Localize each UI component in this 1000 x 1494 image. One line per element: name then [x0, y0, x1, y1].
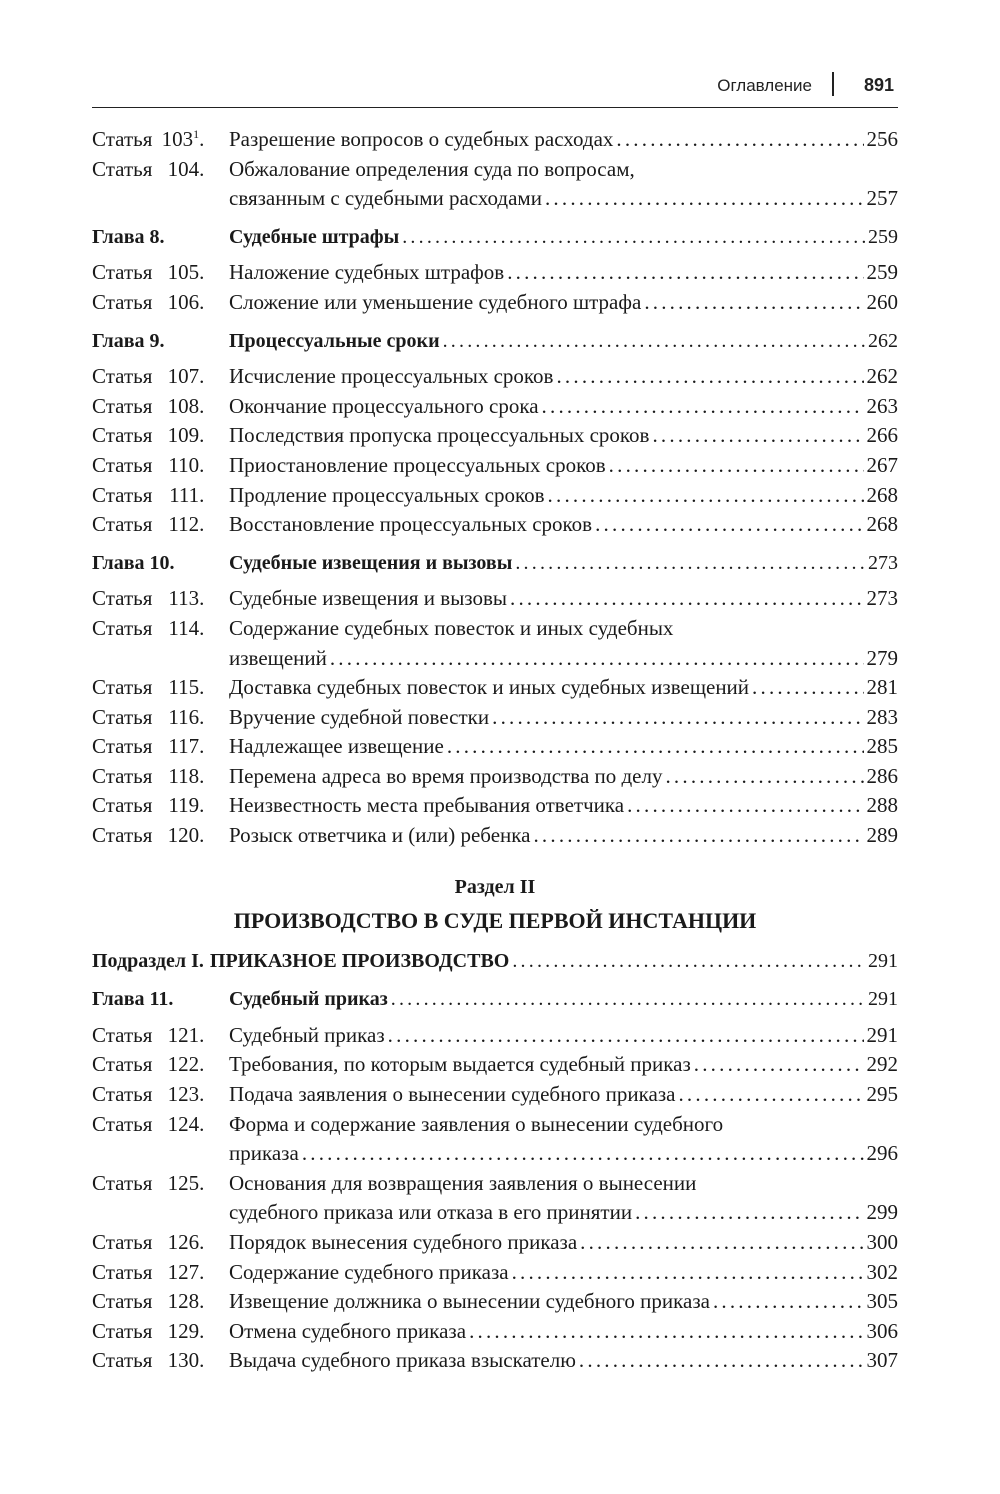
- entry-page: 256: [866, 127, 898, 151]
- entry-number: 104.: [167, 156, 205, 181]
- entry-label: Статья: [92, 482, 153, 507]
- entry-page: 306: [866, 1318, 898, 1343]
- entry-number: 125.: [167, 1170, 205, 1195]
- entry-title-cont: связанным с судебными расходами: [229, 186, 542, 211]
- entry-title: Надлежащее извещение: [229, 734, 444, 759]
- entry-title: Окончание процессуального срока: [229, 393, 539, 418]
- toc-entry: Статья $103^1$. Разрешение вопросов о судебных расходах ..... 256: [92, 125, 898, 155]
- entry-page: 305: [866, 1289, 898, 1314]
- entry-label: Статья: [92, 823, 153, 848]
- entry-label: Статья: [92, 289, 153, 314]
- toc-entry: [92, 614, 898, 673]
- entry-label: Статья: [92, 127, 153, 151]
- entry-page: 267: [866, 452, 898, 477]
- toc-entry: [92, 673, 898, 703]
- toc-entry: [92, 1258, 898, 1288]
- entry-number: 115.: [168, 675, 205, 700]
- running-header: [92, 72, 898, 102]
- entry-page: 263: [866, 393, 898, 418]
- entry-page: 307: [866, 1348, 898, 1373]
- entry-label: Статья: [92, 1082, 153, 1107]
- toc-entry: [92, 421, 898, 451]
- toc-entry: [92, 481, 898, 511]
- toc-entry: [92, 1050, 898, 1080]
- entry-number: 120.: [167, 823, 205, 848]
- entry-label: Статья: [92, 512, 153, 537]
- entry-title: Вручение судебной повестки: [229, 704, 490, 729]
- entry-title: Подача заявления о вынесении судебного приказа: [229, 1082, 676, 1107]
- toc-entry: [92, 1346, 898, 1376]
- chapter-title: Судебные штрафы: [229, 225, 400, 248]
- entry-label: Статья: [92, 423, 153, 448]
- subsection-heading: [92, 947, 898, 977]
- entry-title: Последствия пропуска процессуальных сроков: [229, 423, 650, 448]
- chapter-heading: [92, 223, 898, 253]
- entry-label: Статья: [92, 1259, 153, 1284]
- entry-page: 299: [866, 1200, 898, 1225]
- entry-page: 296: [866, 1141, 898, 1166]
- chapter-label: Глава 10.: [92, 551, 175, 574]
- header-title: Оглавление: [717, 76, 812, 95]
- entry-label: Статья: [92, 1318, 153, 1343]
- entry-page: 302: [866, 1259, 898, 1284]
- entry-title-cont: извещений: [229, 645, 327, 670]
- entry-number: 111.: [169, 482, 205, 507]
- subsection-title: ПРИКАЗНОЕ ПРОИЗВОДСТВО: [209, 949, 510, 972]
- entry-title: Неизвестность места пребывания ответчика: [229, 793, 625, 818]
- entry-page: 300: [866, 1230, 898, 1254]
- entry-title: Основания для возвращения заявления о вынесении: [229, 1170, 697, 1195]
- entry-title: Требования, по которым выдается судебный приказ: [229, 1052, 691, 1077]
- entry-title: Приостановление процессуальных сроков: [229, 452, 606, 477]
- entry-title: Форма и содержание заявления о вынесении судебного: [229, 1111, 724, 1136]
- entry-title: Порядок вынесения судебного приказа: [229, 1230, 578, 1254]
- toc-entry: [92, 362, 898, 392]
- chapter-label: Глава 11.: [92, 988, 174, 1011]
- header-page-number: 891: [863, 75, 894, 95]
- entry-title: Сложение или уменьшение судебного штрафа: [229, 289, 642, 314]
- entry-page: 268: [866, 512, 898, 537]
- entry-title: Разрешение вопросов о судебных расходах: [229, 127, 614, 151]
- entry-title: Перемена адреса во время производства по делу: [229, 763, 663, 788]
- entry-title: Содержание судебного приказа: [229, 1259, 509, 1284]
- entry-label: Статья: [92, 734, 153, 759]
- toc-entry: [92, 451, 898, 481]
- toc-entry: [92, 821, 898, 851]
- entry-page: 295: [866, 1082, 898, 1107]
- entry-label: Статья: [92, 260, 153, 285]
- entry-page: 283: [866, 704, 898, 729]
- entry-number: 124.: [167, 1111, 205, 1136]
- toc-entry: [92, 392, 898, 422]
- entry-number: 106.: [167, 289, 205, 314]
- entry-label: Статья: [92, 763, 153, 788]
- entry-label: Статья: [92, 704, 153, 729]
- subsection-page: 291: [868, 949, 898, 972]
- chapter-page: 291: [868, 988, 898, 1011]
- entry-number: 109.: [167, 423, 205, 448]
- entry-number: 121.: [167, 1022, 205, 1047]
- entry-number: 126.: [167, 1230, 205, 1254]
- chapter-label: Глава 9.: [92, 329, 165, 352]
- entry-title: Отмена судебного приказа: [229, 1318, 467, 1343]
- entry-page: 285: [866, 734, 898, 759]
- toc-entry: [92, 1169, 898, 1228]
- chapter-label: Глава 8.: [92, 225, 165, 248]
- chapter-title: Процессуальные сроки: [229, 329, 440, 352]
- section-title: ПРОИЗВОДСТВО В СУДЕ ПЕРВОЙ ИНСТАНЦИИ: [233, 907, 757, 933]
- entry-number: 108.: [167, 393, 205, 418]
- entry-number: 119.: [168, 793, 205, 818]
- toc-entry: [92, 1317, 898, 1347]
- entry-number-sup: 1: [193, 127, 200, 141]
- entry-label: Статья: [92, 1348, 153, 1373]
- entry-number: 113.: [168, 586, 205, 611]
- toc-entry: [92, 1021, 898, 1051]
- entry-label: Статья: [92, 1111, 153, 1136]
- entry-label: Статья: [92, 1289, 153, 1314]
- toc-entry: [92, 510, 898, 540]
- toc-entry: [92, 1110, 898, 1169]
- entry-number: 110.: [168, 452, 205, 477]
- section-label: Раздел II: [454, 875, 536, 898]
- entry-page: 266: [866, 423, 898, 448]
- entry-title: Исчисление процессуальных сроков: [229, 364, 554, 389]
- table-of-contents: [92, 125, 898, 1376]
- toc-entry: [92, 155, 898, 214]
- entry-page: 289: [866, 823, 898, 848]
- toc-entry: [92, 1080, 898, 1110]
- entry-page: 288: [866, 793, 898, 818]
- entry-label: Статья: [92, 1052, 153, 1077]
- entry-label: Статья: [92, 675, 153, 700]
- entry-title: Продление процессуальных сроков: [229, 482, 545, 507]
- entry-title: Восстановление процессуальных сроков: [229, 512, 593, 537]
- entry-title: Судебный приказ: [229, 1022, 385, 1047]
- toc-entry: [92, 1287, 898, 1317]
- entry-page: 291: [866, 1022, 898, 1047]
- toc-entry: [92, 703, 898, 733]
- entry-number: 117.: [168, 734, 205, 759]
- entry-page: 292: [866, 1052, 898, 1077]
- entry-page: 260: [866, 289, 898, 314]
- header-separator: [832, 72, 834, 96]
- chapter-heading: [92, 549, 898, 579]
- entry-title: Доставка судебных повесток и иных судебных извещений: [229, 675, 750, 700]
- entry-number: 130.: [167, 1348, 205, 1373]
- entry-number: 107.: [167, 364, 205, 389]
- toc-entry: [92, 288, 898, 318]
- entry-title: Содержание судебных повесток и иных судебных: [229, 615, 674, 640]
- entry-number: 116.: [168, 704, 205, 729]
- entry-number: 103: [161, 127, 194, 151]
- toc-entry: [92, 1228, 898, 1258]
- entry-number: 123.: [167, 1082, 205, 1107]
- entry-title: Наложение судебных штрафов: [229, 260, 505, 285]
- subsection-label: Подраздел I.: [92, 949, 204, 972]
- entry-page: 273: [866, 586, 898, 611]
- entry-title: Извещение должника о вынесении судебного приказа: [229, 1289, 710, 1314]
- chapter-title: Судебные извещения и вызовы: [229, 551, 513, 574]
- entry-number: 118.: [168, 763, 205, 788]
- entry-label: Статья: [92, 1230, 153, 1254]
- toc-entry: [92, 791, 898, 821]
- entry-number: 128.: [167, 1289, 205, 1314]
- entry-title: Обжалование определения суда по вопросам,: [229, 156, 635, 181]
- toc-entry: [92, 762, 898, 792]
- entry-label: Статья: [92, 1170, 153, 1195]
- entry-page: 268: [866, 482, 898, 507]
- entry-title: Судебные извещения и вызовы: [229, 586, 508, 611]
- entry-page: 259: [866, 260, 898, 285]
- entry-label: Статья: [92, 452, 153, 477]
- chapter-heading: [92, 327, 898, 357]
- entry-label: Статья: [92, 364, 153, 389]
- entry-label: Статья: [92, 1022, 153, 1047]
- chapter-page: 259: [868, 225, 898, 248]
- toc-entry: [92, 584, 898, 614]
- entry-label: Статья: [92, 586, 153, 611]
- entry-label: Статья: [92, 615, 153, 640]
- chapter-page: 273: [868, 551, 898, 574]
- toc-entry: [92, 258, 898, 288]
- entry-label: Статья: [92, 156, 153, 181]
- entry-page: 286: [866, 763, 898, 788]
- entry-title: Выдача судебного приказа взыскателю: [229, 1348, 576, 1373]
- entry-number: 114.: [168, 615, 205, 640]
- entry-title-cont: судебного приказа или отказа в его принятии: [229, 1200, 633, 1225]
- entry-number: 105.: [167, 260, 205, 285]
- entry-label: Статья: [92, 393, 153, 418]
- entry-page: 262: [866, 364, 898, 389]
- entry-label: Статья: [92, 793, 153, 818]
- entry-number: 129.: [167, 1318, 205, 1343]
- chapter-page: 262: [868, 329, 898, 352]
- entry-number: 127.: [167, 1259, 205, 1284]
- entry-number: 112.: [168, 512, 205, 537]
- header-rule: [92, 107, 898, 108]
- entry-title-cont: приказа: [229, 1141, 299, 1166]
- entry-title: Розыск ответчика и (или) ребенка: [229, 823, 531, 848]
- entry-page: 257: [866, 186, 898, 211]
- entry-page: 279: [866, 645, 898, 670]
- toc-entry: [92, 732, 898, 762]
- entry-number: 122.: [167, 1052, 205, 1077]
- chapter-title: Судебный приказ: [229, 988, 388, 1011]
- entry-page: 281: [866, 675, 898, 700]
- chapter-heading: [92, 985, 898, 1015]
